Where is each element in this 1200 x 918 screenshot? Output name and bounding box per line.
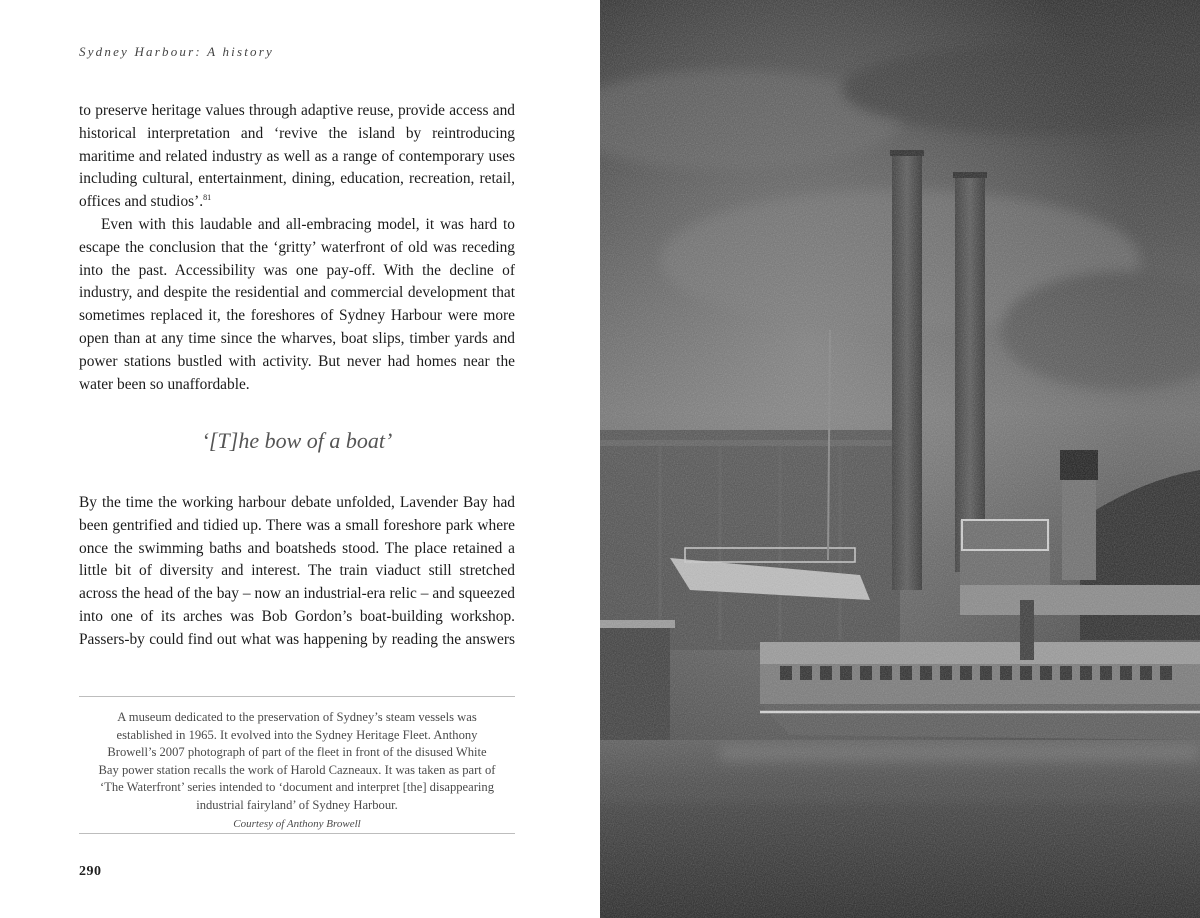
- paragraph-1: [79, 100, 515, 214]
- section-heading: ‘[T]he bow of a boat’: [201, 428, 393, 453]
- page-number: 290: [79, 864, 102, 879]
- paragraph-1-text: to preserve heritage values through adaptive reuse, provide access and historical interpretation and ‘revive the island by reintroducing maritime and related industry as well as a range of contemporary uses including cultural, entertainment, dining, education, recreation, retail, offices and studios’.: [79, 102, 515, 211]
- paragraph-2: Even with this laudable and all-embracing model, it was hard to escape the conclusion that the ‘gritty’ waterfront of old was receding into the past. Accessibility was one pay-off. With the decline of industry, and despite the residential and commercial development that sometimes replaced it, the foreshores of Sydney Harbour were more open than at any time since the wharves, boat slips, timber yards and power stations bustled with activity. But never had homes near the water been so unaffordable.: [79, 215, 515, 393]
- footnote-ref: 81: [203, 193, 212, 203]
- caption-text: A museum dedicated to the preservation of Sydney’s steam vessels was established in 1965. It evolved into the Sydney Heritage Fleet. Anthony Browell’s 2007 photograph of part of the fleet in front of the disused White Bay power station recalls the work of Harold Cazneaux. It was taken as part of ‘The Waterfront’ series intended to ‘document and interpret [the] disappearing industrial fairyland’ of Sydney Harbour.: [98, 710, 496, 812]
- running-head: Sydney Harbour: A history: [79, 44, 274, 59]
- body-text-top: [79, 100, 515, 396]
- photo-page: [600, 0, 1200, 918]
- caption-credit: Courtesy of Anthony Browell: [233, 817, 361, 830]
- paragraph-3: By the time the working harbour debate unfolded, Lavender Bay had been gentrified and tidied up. There was a small foreshore park where once the swimming baths and boatsheds stood. The place retained a little bit of diversity and interest. The train viaduct still stretched across the head of the bay – now an industrial-era relic – and squeezed into one of its arches was Bob Gordon’s boat-building workshop. Passers-by could find out what was happening by reading the answers: [79, 494, 515, 648]
- harbour-photo: [600, 0, 1200, 918]
- caption-box: [79, 696, 515, 834]
- body-text-bottom: [79, 492, 515, 652]
